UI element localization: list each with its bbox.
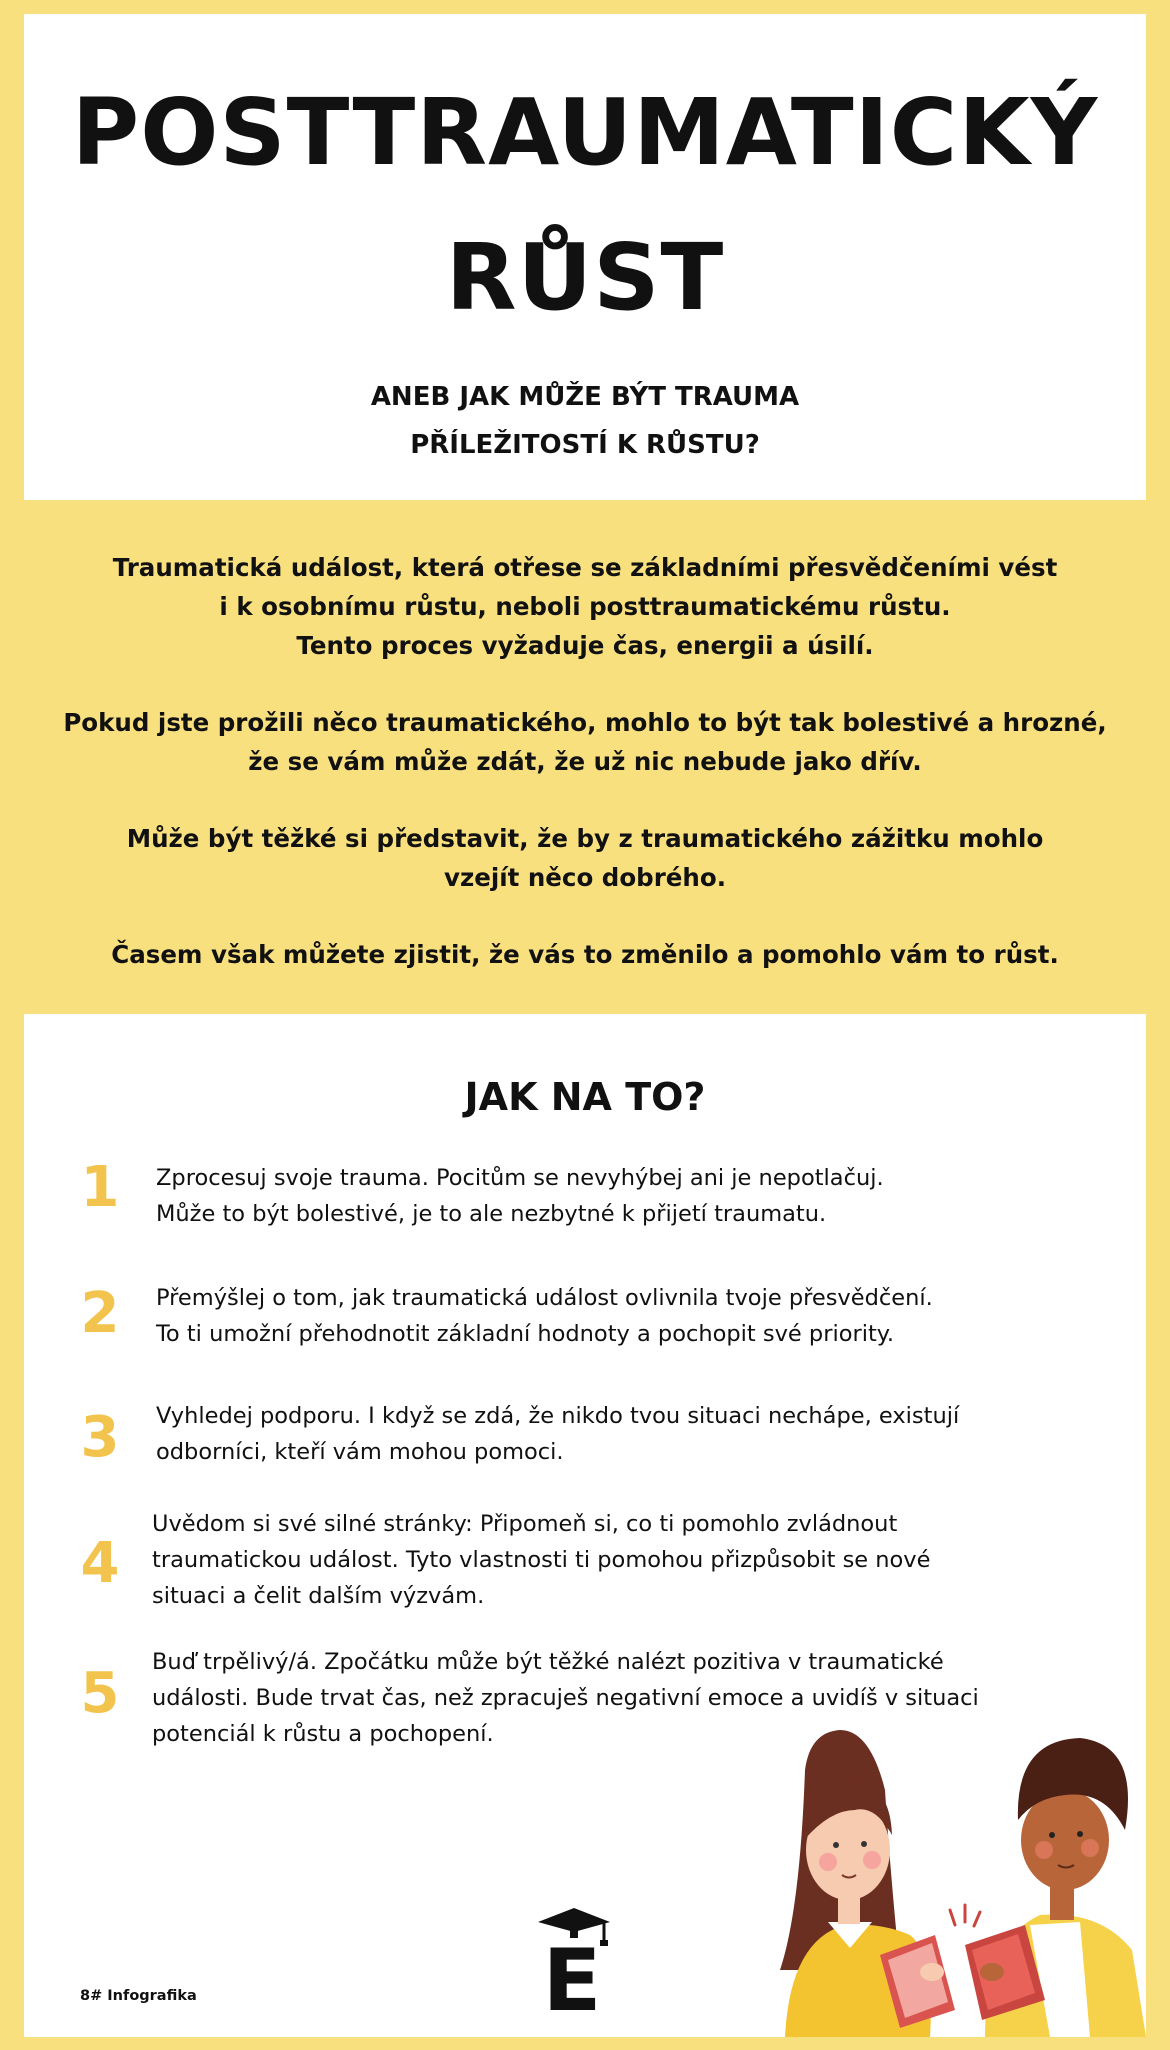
step-line: události. Bude trvat čas, než zpracuješ negativní emoce a uvidíš v situaci xyxy=(152,1685,979,1711)
page-title-line1: POSTTRAUMATICKÝ xyxy=(71,79,1099,186)
step-line: Uvědom si své silné stránky: Připomeň si, co ti pomohlo zvládnout xyxy=(152,1511,898,1537)
step-line: Může to být bolestivé, je to ale nezbytné k přijetí traumatu. xyxy=(156,1201,827,1227)
logo-letter: E xyxy=(542,1931,602,2012)
step-line: Přemýšlej o tom, jak traumatická událost ovlivnila tvoje přesvědčení. xyxy=(156,1285,933,1311)
intro-paragraph xyxy=(24,548,1146,665)
intro-line: Pokud jste prožili něco traumatického, mohlo to být tak bolestivé a hrozné, xyxy=(63,708,1107,737)
header-panel xyxy=(24,14,1146,500)
intro-line: Časem však můžete zjistit, že vás to změnilo a pomohlo vám to růst. xyxy=(111,940,1059,969)
intro-paragraph xyxy=(24,703,1146,781)
intro-line: že se vám může zdát, že už nic nebude jako dřív. xyxy=(248,747,922,776)
step-text xyxy=(156,1160,1116,1232)
step-number: 1 xyxy=(80,1155,120,1220)
subtitle-line2: PŘÍLEŽITOSTÍ K RŮSTU? xyxy=(410,430,760,460)
step-line: situaci a čelit dalším výzvám. xyxy=(152,1583,485,1609)
intro-text xyxy=(24,548,1146,974)
intro-paragraph xyxy=(24,935,1146,974)
step-line: potenciál k růstu a pochopení. xyxy=(152,1721,494,1747)
section-heading: JAK NA TO? xyxy=(464,1075,706,1119)
step-line: To ti umožní přehodnotit základní hodnoty a pochopit své priority. xyxy=(156,1321,895,1347)
footer-label: 8# Infografika xyxy=(80,1988,197,2004)
step-number: 2 xyxy=(80,1281,120,1346)
intro-paragraph xyxy=(24,819,1146,897)
reading-people-illustration xyxy=(760,1710,1146,2037)
intro-line: Traumatická událost, která otřese se základními přesvědčeními vést xyxy=(112,553,1058,582)
step-line: traumatickou událost. Tyto vlastnosti ti pomohou přizpůsobit se nové xyxy=(152,1547,931,1573)
intro-line: vzejít něco dobrého. xyxy=(443,863,726,892)
step-text xyxy=(156,1398,1116,1470)
step-line: Buď trpělivý/á. Zpočátku může být těžké nalézt pozitiva v traumatické xyxy=(152,1649,944,1675)
step-number: 3 xyxy=(80,1405,120,1470)
intro-line: Může být těžké si představit, že by z traumatického zážitku mohlo xyxy=(126,824,1044,853)
intro-line: Tento proces vyžaduje čas, energii a úsilí. xyxy=(296,631,874,660)
step-line: Zprocesuj svoje trauma. Pocitům se nevyhýbej ani je nepotlačuj. xyxy=(156,1165,884,1191)
step-text xyxy=(152,1506,1112,1614)
intro-line: i k osobnímu růstu, neboli posttraumatickému růstu. xyxy=(219,592,951,621)
step-line: odborníci, kteří vám mohou pomoci. xyxy=(156,1439,564,1465)
step-number: 4 xyxy=(80,1531,120,1596)
graduation-cap-logo-icon xyxy=(532,1902,612,2012)
page-title-line2: RŮST xyxy=(445,224,725,331)
subtitle-line1: ANEB JAK MŮŽE BÝT TRAUMA xyxy=(370,382,800,412)
step-number: 5 xyxy=(80,1661,120,1726)
step-line: Vyhledej podporu. I když se zdá, že nikdo tvou situaci nechápe, existují xyxy=(156,1403,960,1429)
step-text xyxy=(156,1280,1116,1352)
